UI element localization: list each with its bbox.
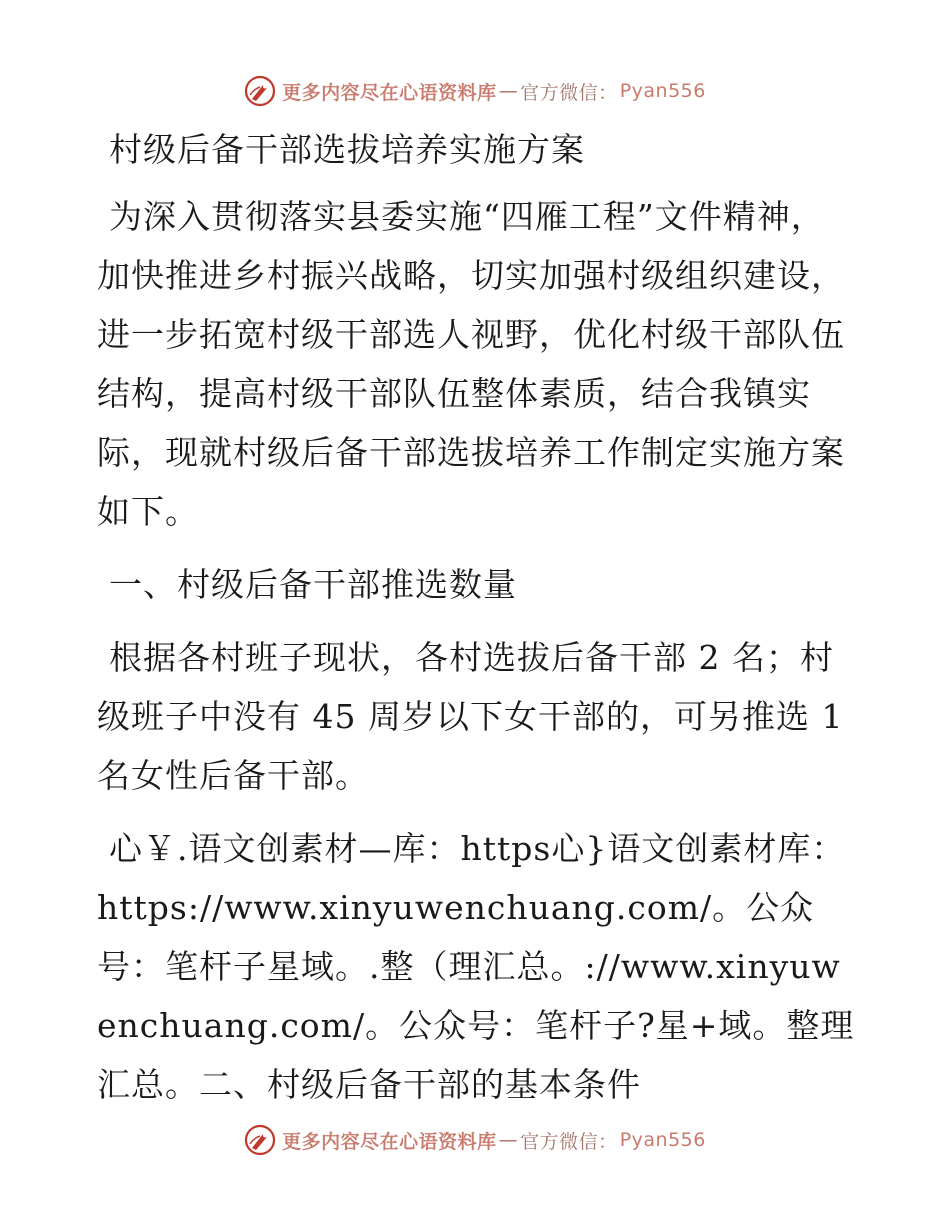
footer-wechat-id: Pyan556	[619, 1129, 706, 1151]
banner-main-text: 更多内容尽在心语资料库	[282, 81, 497, 104]
pen-nib-logo-icon	[244, 1124, 276, 1156]
footer-banner	[0, 1120, 950, 1160]
watermark-paragraph: 心￥.语文创素材—库：https心}语文创素材库：https://www.xinyuwenchuang.com/。公众号：笔杆子星域。.整（理汇总。://www.xinyuwenchuang.com/。公众号：笔杆子?星+域。整理汇总。二、村级后备干部的基本条件	[97, 829, 855, 1104]
document-body	[97, 120, 857, 1128]
intro-paragraph: 为深入贯彻落实县委实施“四雁工程”文件精神，加快推进乡村振兴战略，切实加强村级组织建设，进一步拓宽村级干部选人视野，优化村级干部队伍结构，提高村级干部队伍整体素质，结合我镇实际，现就村级后备干部选拔培养工作制定实施方案如下。	[97, 197, 845, 531]
quantity-paragraph: 根据各村班子现状，各村选拔后备干部 2 名；村级班子中没有 45 周岁以下女干部的，可另推选 1 名女性后备干部。	[97, 638, 844, 795]
footer-main-text: 更多内容尽在心语资料库	[282, 1130, 497, 1153]
header-banner	[0, 71, 950, 111]
footer-wechat-label: 官方微信：	[520, 1130, 618, 1153]
section-heading-1: 一、村级后备干部推选数量	[109, 565, 517, 604]
banner-wechat-label: 官方微信：	[520, 81, 618, 104]
pen-nib-logo-icon	[244, 75, 276, 107]
banner-dash: —	[498, 80, 519, 102]
document-title: 村级后备干部选拔培养实施方案	[109, 130, 585, 169]
banner-wechat-id: Pyan556	[619, 80, 706, 102]
footer-dash: —	[498, 1129, 519, 1151]
